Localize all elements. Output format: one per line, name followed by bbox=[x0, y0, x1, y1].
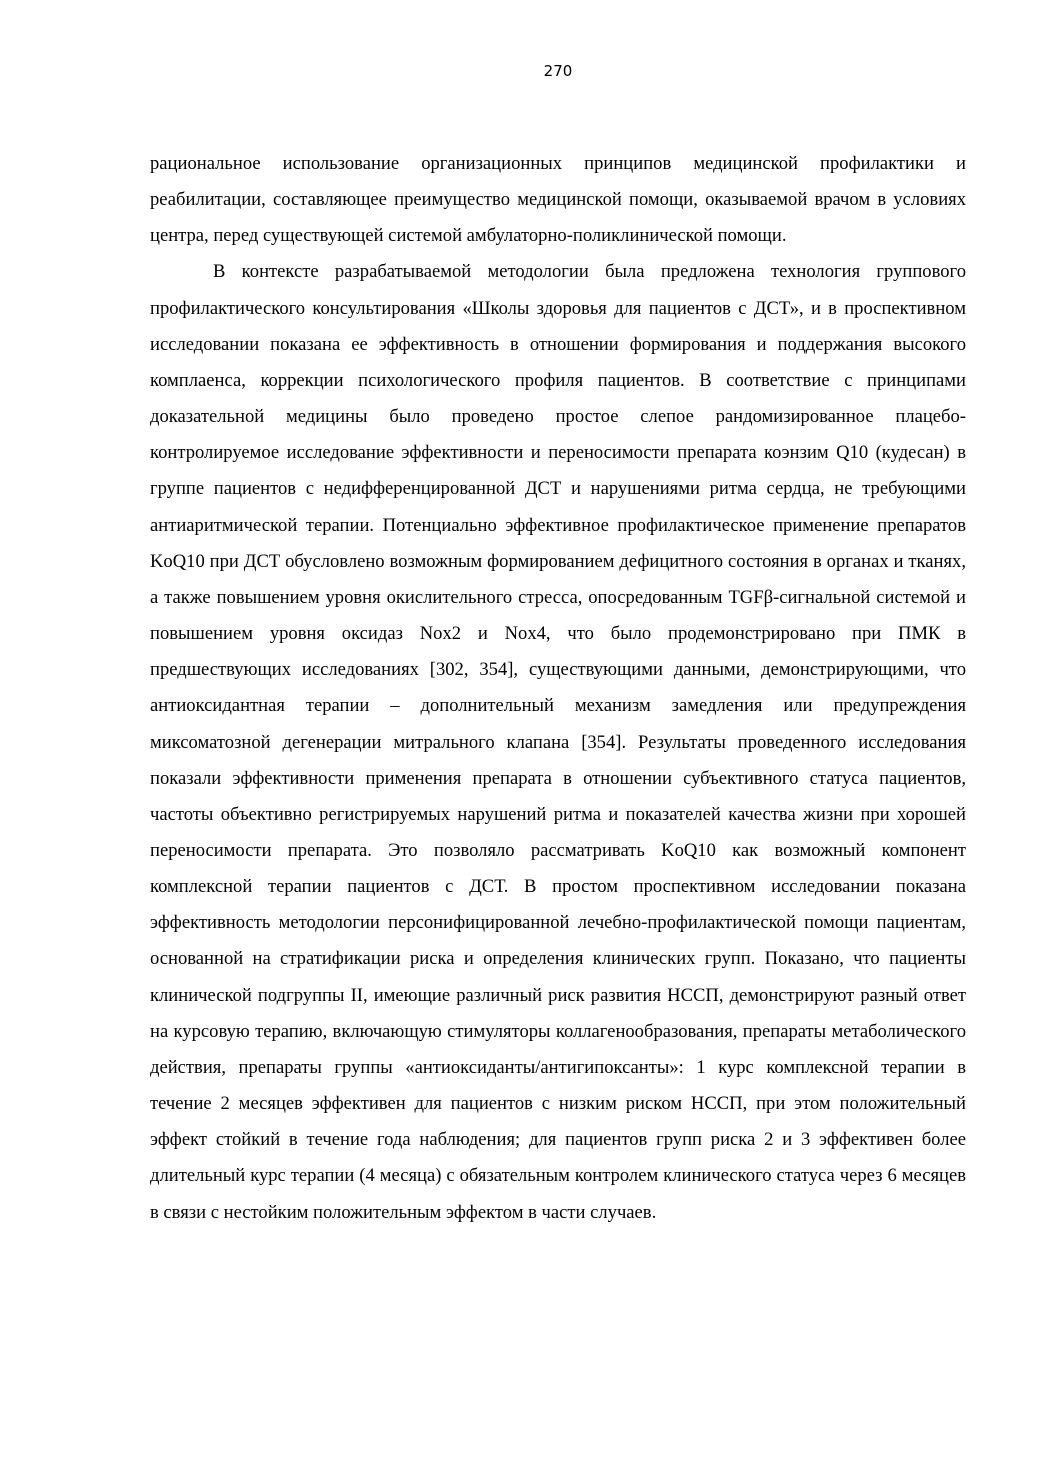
paragraph-main: В контексте разрабатываемой методологии была предложена технология группового профилактического консультирования «Школы здоровья для пациентов с ДСТ», и в проспективном исследовании показана ее эффективность в отношении формирования и поддержания высокого комплаенса, коррекции психологического профиля пациентов. В соответствие с принципами доказательной медицины было проведено простое слепое рандомизированное плацебо-контролируемое исследование эффективности и переносимости препарата коэнзим Q10 (кудесан) в группе пациентов с недифференцированной ДСТ и нарушениями ритма сердца, не требующими антиаритмической терапии. Потенциально эффективное профилактическое применение препаратов KoQ10 при ДСТ обусловлено возможным формированием дефицитного состояния в органах и тканях, а также повышением уровня окислительного стресса, опосредованным TGFβ-сигнальной системой и повышением уровня оксидаз Nox2 и Nox4, что было продемонстрировано при ПМК в предшествующих исследованиях [302, 354], существующими данными, демонстрирующими, что антиоксидантная терапии – дополнительный механизм замедления или предупреждения миксоматозной дегенерации митрального клапана [354]. Результаты проведенного исследования показали эффективности применения препарата в отношении субъективного статуса пациентов, частоты объективно регистрируемых нарушений ритма и показателей качества жизни при хорошей переносимости препарата. Это позволяло рассматривать KoQ10 как возможный компонент комплексной терапии пациентов с ДСТ. В простом проспективном исследовании показана эффективность методологии персонифицированной лечебно-профилактической помощи пациентам, основанной на стратификации риска и определения клинических групп. Показано, что пациенты клинической подгруппы II, имеющие различный риск развития НССП, демонстрируют разный ответ на курсовую терапию, включающую стимуляторы коллагенообразования, препараты метаболического действия, препараты группы «антиоксиданты/антигипоксанты»: 1 курс комплексной терапии в течение 2 месяцев эффективен для пациентов с низким риском НССП, при этом положительный эффект стойкий в течение года наблюдения; для пациентов групп риска 2 и 3 эффективен более длительный курс терапии (4 месяца) с обязательным контролем клинического статуса через 6 месяцев в связи с нестойким положительным эффектом в части случаев. bbox=[150, 261, 966, 1223]
body-text bbox=[150, 146, 966, 1231]
paragraph-continuation: рациональное использование организационных принципов медицинской профилактики и реабилитации, составляющее преимущество медицинской помощи, оказываемой врачом в условиях центра, перед существующей системой амбулаторно-поликлинической помощи. bbox=[150, 153, 966, 247]
page-number: 270 bbox=[543, 62, 573, 80]
